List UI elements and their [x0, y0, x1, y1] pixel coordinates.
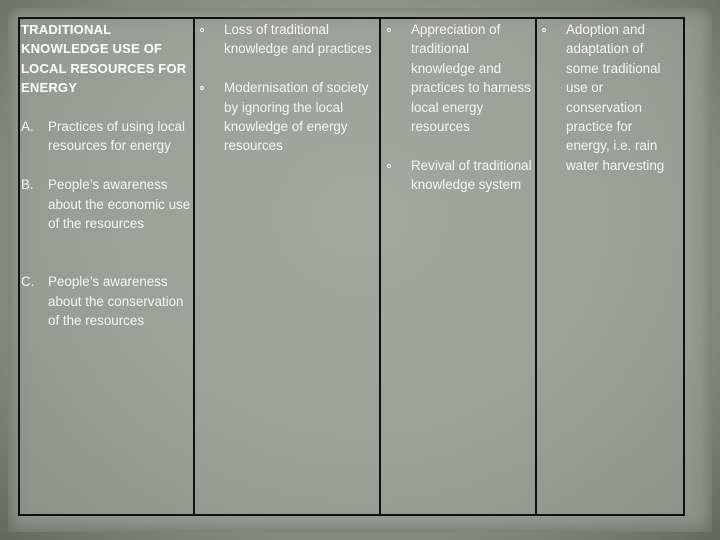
bullet-icon [200, 28, 204, 32]
column-4 [566, 20, 678, 175]
bullet-item [566, 20, 678, 175]
list-item-text: Practices of using local resources for energy [48, 119, 185, 154]
bullet-item [224, 78, 382, 156]
bullet-icon [542, 28, 546, 32]
list-item-a [21, 117, 191, 156]
list-marker: B. [21, 177, 34, 193]
bullet-item [411, 20, 533, 136]
bullet-text: Adoption and adaptation of some traditional use or conservation practice for energy, i.e. rain water harvesting [566, 22, 665, 173]
column-3 [411, 20, 533, 195]
bullet-icon [387, 28, 391, 32]
bullet-text: Appreciation of traditional knowledge and practices to harness local energy resources [411, 22, 531, 135]
table-heading: TRADITIONAL KNOWLEDGE USE OF LOCAL RESOURCES FOR ENERGY [21, 22, 187, 96]
bullet-text: Modernisation of society by ignoring the local knowledge of energy resources [224, 80, 369, 154]
list-item-b [21, 175, 191, 233]
bullet-text: Loss of traditional knowledge and practices [224, 22, 372, 57]
list-item-text: People’s awareness about the conservation of the resources [48, 274, 184, 329]
column-divider [193, 17, 195, 516]
bullet-item [411, 156, 533, 195]
list-marker: A. [21, 119, 34, 135]
list-item-text: People’s awareness about the economic use of the resources [48, 177, 191, 232]
bullet-text: Revival of traditional knowledge system [411, 157, 532, 193]
list-item-c [21, 272, 191, 330]
bullet-item [224, 20, 382, 59]
column-divider [535, 17, 537, 516]
column-2 [224, 20, 382, 156]
bullet-icon [387, 164, 391, 168]
list-marker: C. [21, 274, 35, 290]
column-1 [21, 20, 191, 330]
